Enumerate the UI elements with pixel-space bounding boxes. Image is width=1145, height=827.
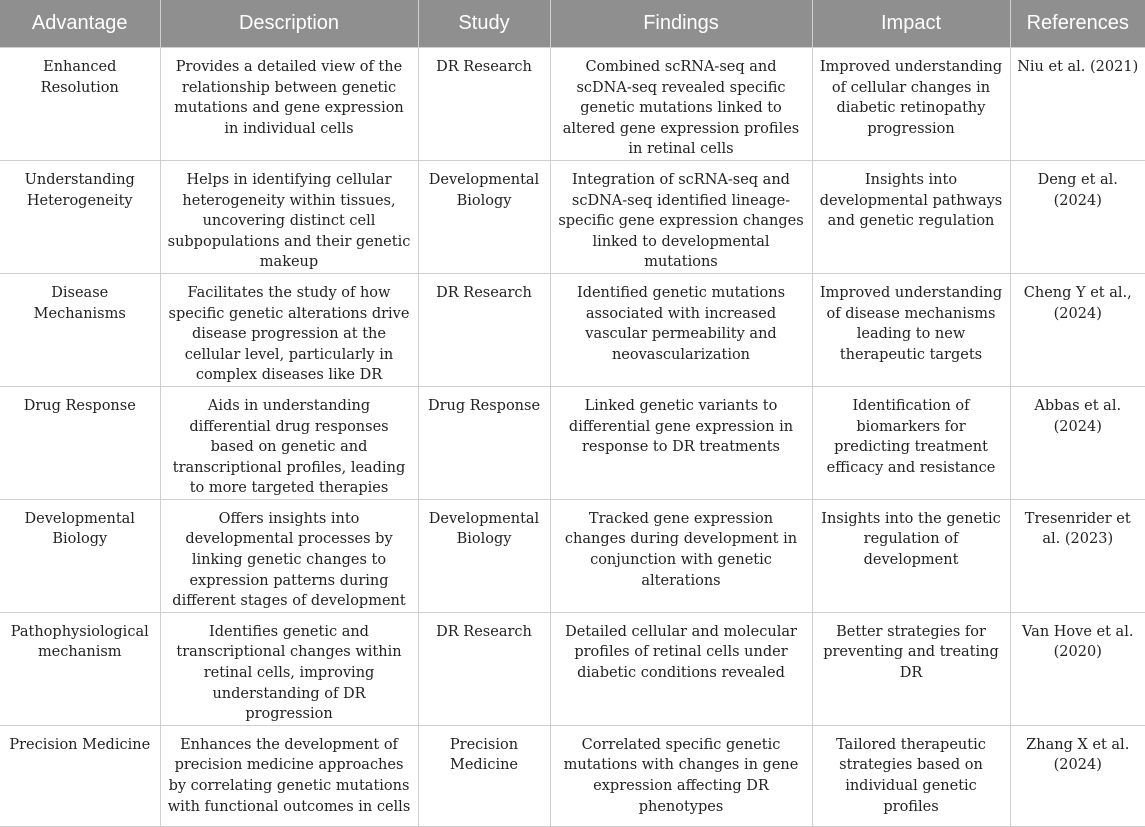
cell-study: Developmental Biology bbox=[418, 499, 550, 612]
cell-impact: Insights into the genetic regulation of development bbox=[812, 499, 1010, 612]
header-study: Study bbox=[418, 0, 550, 48]
table-row bbox=[0, 48, 1145, 161]
cell-impact: Tailored therapeutic strategies based on individual genetic profiles bbox=[812, 725, 1010, 826]
cell-advantage: Developmental Biology bbox=[0, 499, 160, 612]
cell-findings: Detailed cellular and molecular profiles of retinal cells under diabetic conditions revealed bbox=[550, 612, 812, 725]
cell-study: DR Research bbox=[418, 273, 550, 386]
header-references: References bbox=[1010, 0, 1145, 48]
cell-advantage: Enhanced Resolution bbox=[0, 48, 160, 161]
cell-description: Helps in identifying cellular heterogeneity within tissues, uncovering distinct cell subpopulations and their genetic makeup bbox=[160, 160, 418, 273]
cell-findings: Combined scRNA-seq and scDNA-seq revealed specific genetic mutations linked to altered gene expression profiles in retinal cells bbox=[550, 48, 812, 161]
cell-impact: Identification of biomarkers for predicting treatment efficacy and resistance bbox=[812, 386, 1010, 499]
header-description: Description bbox=[160, 0, 418, 48]
cell-description: Enhances the development of precision medicine approaches by correlating genetic mutations with functional outcomes in cells bbox=[160, 725, 418, 826]
cell-findings: Identified genetic mutations associated with increased vascular permeability and neovascularization bbox=[550, 273, 812, 386]
cell-advantage: Precision Medicine bbox=[0, 725, 160, 826]
cell-reference: Zhang X et al. (2024) bbox=[1010, 725, 1145, 826]
cell-impact: Improved understanding of cellular changes in diabetic retinopathy progression bbox=[812, 48, 1010, 161]
cell-advantage: Drug Response bbox=[0, 386, 160, 499]
cell-description: Aids in understanding differential drug responses based on genetic and transcriptional profiles, leading to more targeted therapies bbox=[160, 386, 418, 499]
cell-reference: Cheng Y et al., (2024) bbox=[1010, 273, 1145, 386]
cell-description: Offers insights into developmental processes by linking genetic changes to expression patterns during different stages of development bbox=[160, 499, 418, 612]
table-row bbox=[0, 499, 1145, 612]
cell-reference: Tresenrider et al. (2023) bbox=[1010, 499, 1145, 612]
cell-advantage: Pathophysiological mechanism bbox=[0, 612, 160, 725]
cell-findings: Correlated specific genetic mutations with changes in gene expression affecting DR phenotypes bbox=[550, 725, 812, 826]
cell-findings: Tracked gene expression changes during development in conjunction with genetic alterations bbox=[550, 499, 812, 612]
table-row bbox=[0, 725, 1145, 826]
cell-advantage: Understanding Heterogeneity bbox=[0, 160, 160, 273]
cell-description: Facilitates the study of how specific genetic alterations drive disease progression at the cellular level, particularly in complex diseases like DR bbox=[160, 273, 418, 386]
cell-reference: Deng et al. (2024) bbox=[1010, 160, 1145, 273]
cell-reference: Niu et al. (2021) bbox=[1010, 48, 1145, 161]
table-row bbox=[0, 386, 1145, 499]
cell-findings: Linked genetic variants to differential gene expression in response to DR treatments bbox=[550, 386, 812, 499]
header-row bbox=[0, 0, 1145, 48]
cell-study: Precision Medicine bbox=[418, 725, 550, 826]
cell-reference: Van Hove et al. (2020) bbox=[1010, 612, 1145, 725]
cell-impact: Insights into developmental pathways and genetic regulation bbox=[812, 160, 1010, 273]
cell-reference: Abbas et al. (2024) bbox=[1010, 386, 1145, 499]
table-row bbox=[0, 612, 1145, 725]
header-advantage: Advantage bbox=[0, 0, 160, 48]
header-impact: Impact bbox=[812, 0, 1010, 48]
table-row bbox=[0, 273, 1145, 386]
cell-description: Provides a detailed view of the relationship between genetic mutations and gene expression in individual cells bbox=[160, 48, 418, 161]
cell-study: Developmental Biology bbox=[418, 160, 550, 273]
header-findings: Findings bbox=[550, 0, 812, 48]
cell-study: DR Research bbox=[418, 48, 550, 161]
cell-study: Drug Response bbox=[418, 386, 550, 499]
cell-findings: Integration of scRNA-seq and scDNA-seq identified lineage-specific gene expression changes linked to developmental mutations bbox=[550, 160, 812, 273]
cell-impact: Better strategies for preventing and treating DR bbox=[812, 612, 1010, 725]
cell-description: Identifies genetic and transcriptional changes within retinal cells, improving understanding of DR progression bbox=[160, 612, 418, 725]
table-body bbox=[0, 48, 1145, 827]
cell-study: DR Research bbox=[418, 612, 550, 725]
cell-advantage: Disease Mechanisms bbox=[0, 273, 160, 386]
cell-impact: Improved understanding of disease mechanisms leading to new therapeutic targets bbox=[812, 273, 1010, 386]
table-row bbox=[0, 160, 1145, 273]
table-header bbox=[0, 0, 1145, 48]
